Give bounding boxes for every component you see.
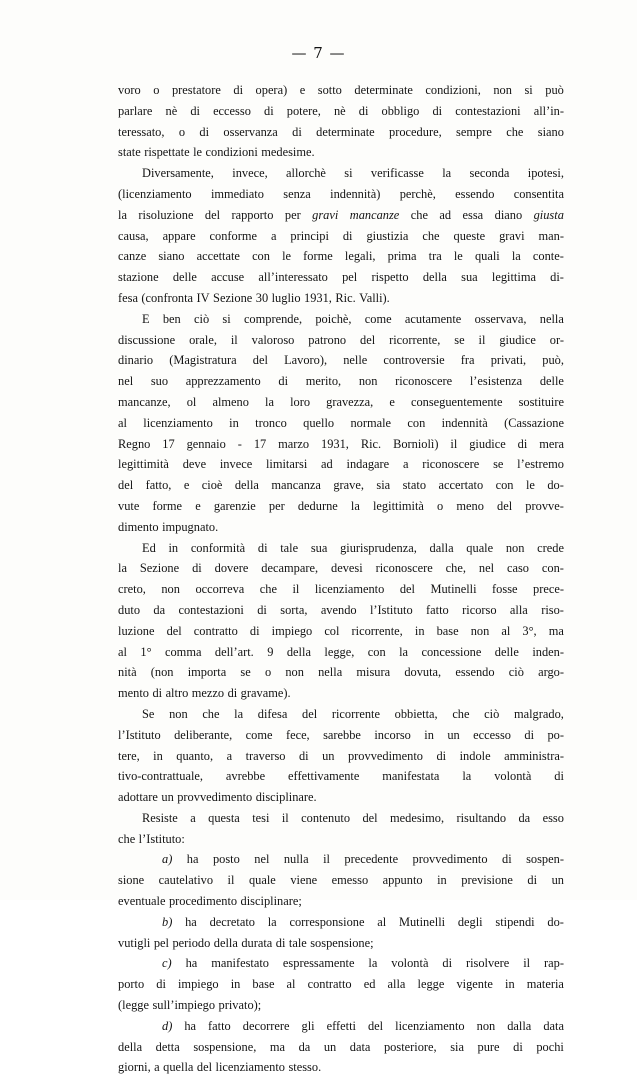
body-text xyxy=(118,80,564,1078)
text-line: canze siano accettate con le forme legali, prima tra le quali la conte- xyxy=(118,249,564,264)
text-line: parlare nè di eccesso di potere, nè di obbligo di contestazioni all’in- xyxy=(118,103,564,118)
text-line: Ed in conformità di tale sua giurisprudenza, dalla quale non crede xyxy=(142,540,564,555)
text-line: nel suo apprezzamento di merito, non riconoscere l’esistenza delle xyxy=(118,374,564,389)
text-line: sione cautelativo il quale viene emesso appunto in previsione di un xyxy=(118,873,564,888)
text-line: causa, appare conforme a principi di giustizia che queste gravi man- xyxy=(118,228,564,243)
text-line: fesa (confronta IV Sezione 30 luglio 1931, Ric. Valli). xyxy=(118,290,390,305)
text-line: state rispettate le condizioni medesime. xyxy=(118,145,315,160)
text-line: c) ha manifestato espressamente la volontà di risolvere il rap- xyxy=(162,956,564,971)
page-number: — 7 — xyxy=(291,44,346,62)
text-line: Diversamente, invece, allorchè si verificasse la seconda ipotesi, xyxy=(142,166,564,181)
text-line: la Sezione di dovere decampare, devesi riconoscere che, nel caso con- xyxy=(118,561,564,576)
text-line: la risoluzione del rapporto per gravi mancanze che ad essa diano giusta xyxy=(118,207,564,222)
text-line: (licenziamento immediato senza indennità) perchè, essendo consentita xyxy=(118,186,564,201)
text-line: eventuale procedimento disciplinare; xyxy=(118,894,302,909)
text-line: Se non che la difesa del ricorrente obbietta, che ciò malgrado, xyxy=(142,706,564,721)
text-line: voro o prestatore di opera) e sotto determinate condizioni, non si può xyxy=(118,83,564,97)
text-line: tere, in quanto, a traverso di un provvedimento di indole amministra- xyxy=(118,748,564,763)
text-line: creto, non occorreva che il licenziamento del Mutinelli fosse prece- xyxy=(118,582,564,597)
text-line: della detta sospensione, ma da un data posteriore, sia pure di pochi xyxy=(118,1039,564,1054)
text-line: dinario (Magistratura del Lavoro), nelle controversie fra privati, può, xyxy=(118,353,564,368)
text-line: mento di altro mezzo di gravame). xyxy=(118,686,291,701)
text-line: Resiste a questa tesi il contenuto del medesimo, risultando da esso xyxy=(142,810,564,825)
text-line: vute forme e garenzie per dedurne la legittimità o meno del provve- xyxy=(118,498,564,513)
text-line: duto da contestazioni di sorta, avendo l’Istituto fatto ricorso alla riso- xyxy=(118,602,564,617)
text-line: b) ha decretato la corresponsione al Mutinelli degli stipendi do- xyxy=(162,914,564,929)
text-line: dimento impugnato. xyxy=(118,519,219,534)
text-line: giorni, a quella del licenziamento stesso. xyxy=(118,1060,322,1075)
text-line: teressato, o di osservanza di determinate procedure, sempre che siano xyxy=(118,124,564,139)
text-line: d) ha fatto decorrere gli effetti del licenziamento non dalla data xyxy=(162,1018,564,1033)
text-line: che l’Istituto: xyxy=(118,831,185,846)
text-line: a) ha posto nel nulla il precedente provvedimento di sospen- xyxy=(162,852,564,867)
text-line: del fatto, e cioè della mancanza grave, sia stato accertato con le do- xyxy=(118,478,564,493)
text-line: tivo-contrattuale, avrebbe effettivamente manifestata la volontà di xyxy=(118,769,564,784)
text-line: (legge sull’impiego privato); xyxy=(118,998,262,1013)
text-line: mancanze, ol almeno la loro gravezza, e conseguentemente sostituire xyxy=(118,394,564,409)
text-line: legittimità deve invece limitarsi ad indagare a riconoscere se l’estremo xyxy=(118,457,564,472)
text-line: al 1° comma dell’art. 9 della legge, con la concessione delle inden- xyxy=(118,644,564,659)
text-line: Regno 17 gennaio - 17 marzo 1931, Ric. Borniolì) il giudice di mera xyxy=(118,436,564,451)
text-line: l’Istituto deliberante, come fece, sarebbe incorso in un eccesso di po- xyxy=(118,727,564,742)
text-line: stazione delle accuse all’interessato pel rispetto della sua legittima di- xyxy=(118,270,564,285)
text-line: adottare un provvedimento disciplinare. xyxy=(118,790,317,805)
text-line: al licenziamento in tronco quello normale con indennità (Cassazione xyxy=(118,415,564,430)
text-line: vutigli pel periodo della durata di tale sospensione; xyxy=(118,935,374,950)
text-line: porto di impiego in base al contratto ed alla legge vigente in materia xyxy=(118,977,564,992)
text-line: luzione del contratto di impiego col ricorrente, in base non al 3°, ma xyxy=(118,623,564,638)
text-line: E ben ciò si comprende, poichè, come acutamente osservava, nella xyxy=(142,311,564,326)
text-line: nità (non importa se o non nella misura dovuta, essendo ciò argo- xyxy=(118,665,564,680)
text-line: discussione orale, il valoroso patrono del ricorrente, se il giudice or- xyxy=(118,332,564,347)
